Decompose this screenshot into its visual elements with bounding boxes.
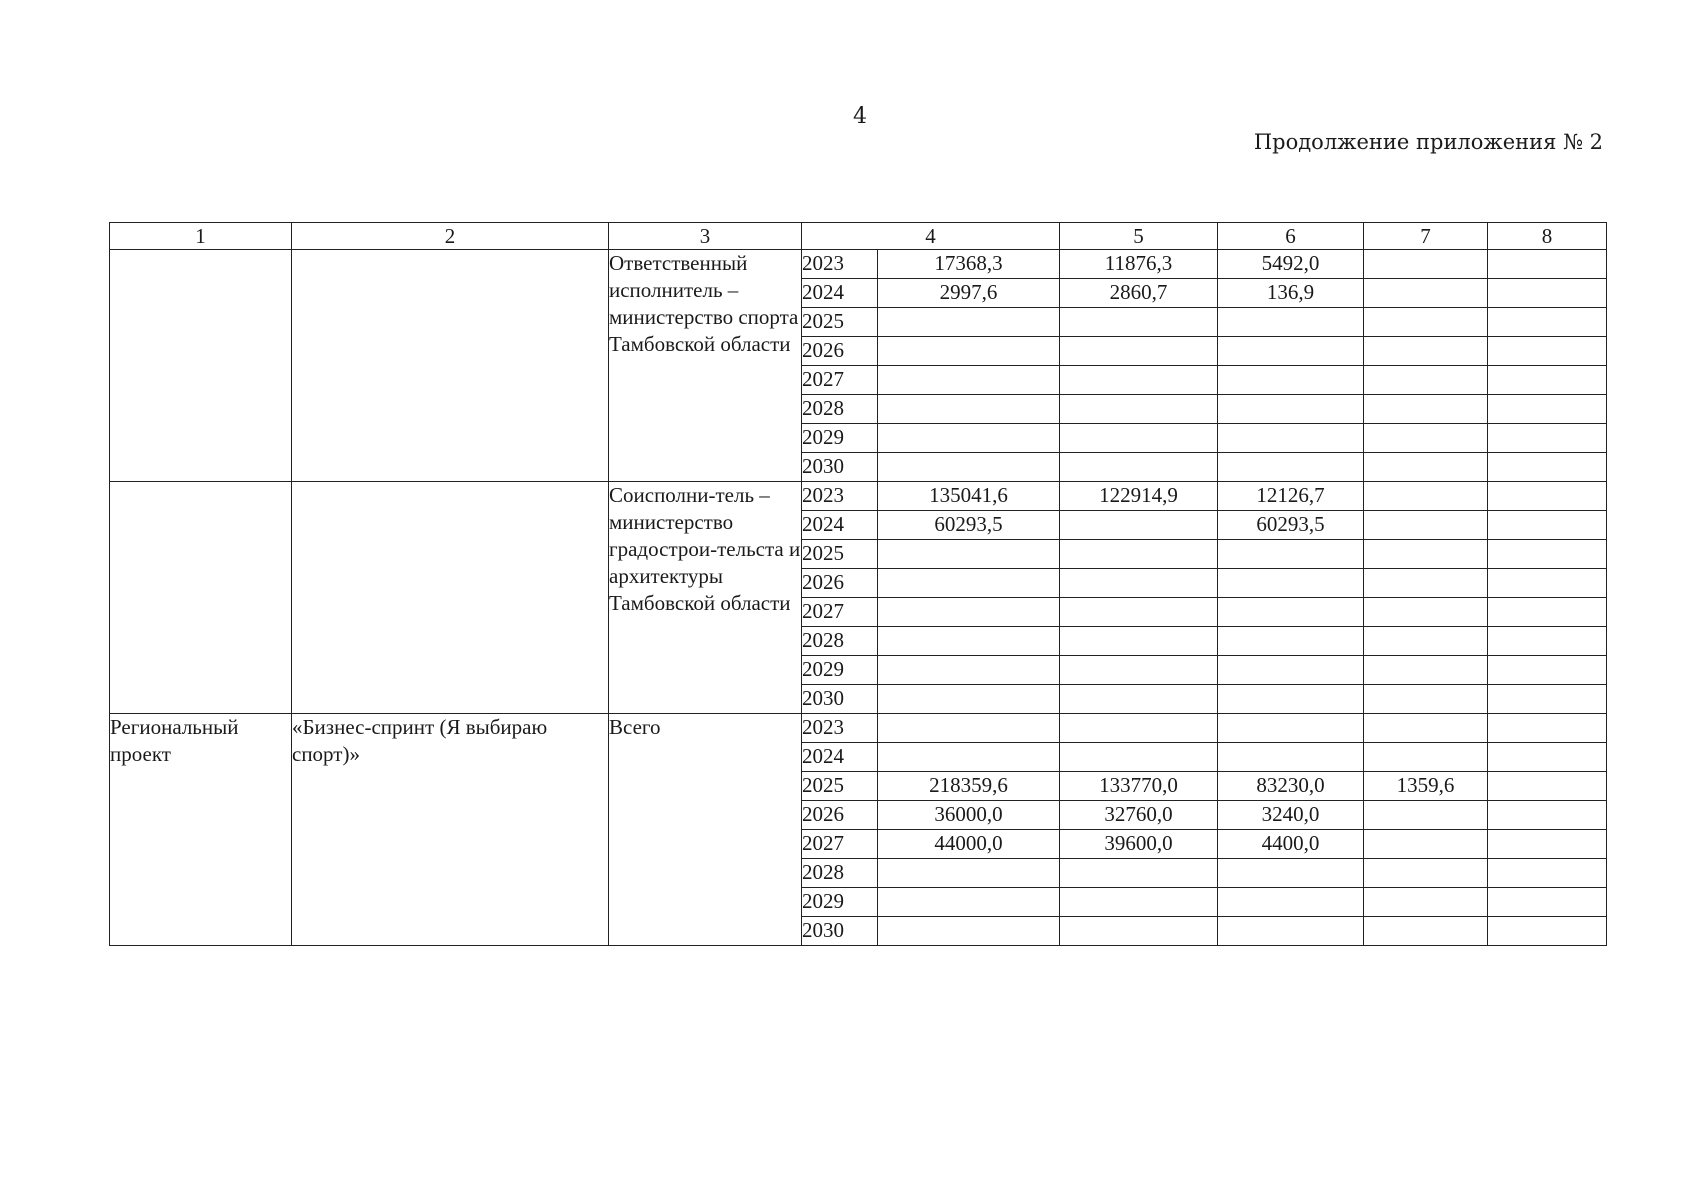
value-cell-c5 [1060,395,1218,424]
value-cell-c4: 218359,6 [878,772,1060,801]
year-cell: 2023 [802,250,878,279]
value-cell-c8 [1488,830,1607,859]
value-cell-c5 [1060,569,1218,598]
table-row [110,714,1607,743]
value-cell-c6: 5492,0 [1218,250,1364,279]
value-cell-c7 [1364,830,1488,859]
column-header: 1 [110,223,292,250]
value-cell-c6 [1218,714,1364,743]
value-cell-c4 [878,917,1060,946]
row-col1-label [110,250,292,482]
value-cell-c7 [1364,366,1488,395]
year-cell: 2024 [802,743,878,772]
value-cell-c6 [1218,540,1364,569]
year-cell: 2024 [802,511,878,540]
value-cell-c8 [1488,685,1607,714]
value-cell-c5: 133770,0 [1060,772,1218,801]
budget-table [109,222,1607,946]
header-row [110,223,1607,250]
value-cell-c5 [1060,627,1218,656]
value-cell-c8 [1488,714,1607,743]
table-row [110,482,1607,511]
year-cell: 2025 [802,772,878,801]
value-cell-c5 [1060,888,1218,917]
value-cell-c4: 135041,6 [878,482,1060,511]
value-cell-c4 [878,337,1060,366]
appendix-note: Продолжение приложения № 2 [1253,130,1603,154]
value-cell-c4 [878,627,1060,656]
value-cell-c4 [878,366,1060,395]
value-cell-c4: 17368,3 [878,250,1060,279]
value-cell-c7 [1364,685,1488,714]
value-cell-c4 [878,714,1060,743]
value-cell-c8 [1488,453,1607,482]
value-cell-c4: 36000,0 [878,801,1060,830]
column-header: 8 [1488,223,1607,250]
value-cell-c8 [1488,395,1607,424]
value-cell-c6: 136,9 [1218,279,1364,308]
value-cell-c7 [1364,308,1488,337]
value-cell-c4 [878,308,1060,337]
value-cell-c6 [1218,453,1364,482]
value-cell-c5 [1060,366,1218,395]
value-cell-c7 [1364,801,1488,830]
value-cell-c6: 3240,0 [1218,801,1364,830]
value-cell-c7 [1364,917,1488,946]
value-cell-c5: 2860,7 [1060,279,1218,308]
value-cell-c8 [1488,598,1607,627]
value-cell-c5 [1060,685,1218,714]
value-cell-c5 [1060,859,1218,888]
value-cell-c8 [1488,743,1607,772]
value-cell-c6 [1218,888,1364,917]
value-cell-c5: 39600,0 [1060,830,1218,859]
year-cell: 2026 [802,801,878,830]
value-cell-c5 [1060,714,1218,743]
value-cell-c8 [1488,772,1607,801]
value-cell-c4 [878,656,1060,685]
year-cell: 2028 [802,395,878,424]
value-cell-c6 [1218,627,1364,656]
row-col3-label: Ответственный исполнитель – министерство спорта Тамбовской области [609,250,802,482]
year-cell: 2029 [802,656,878,685]
value-cell-c5: 11876,3 [1060,250,1218,279]
value-cell-c6: 60293,5 [1218,511,1364,540]
value-cell-c7 [1364,743,1488,772]
value-cell-c5 [1060,917,1218,946]
value-cell-c6 [1218,743,1364,772]
value-cell-c5 [1060,743,1218,772]
column-header: 2 [292,223,609,250]
table-row [110,250,1607,279]
value-cell-c5 [1060,453,1218,482]
value-cell-c7 [1364,569,1488,598]
value-cell-c5 [1060,656,1218,685]
column-header: 7 [1364,223,1488,250]
value-cell-c8 [1488,250,1607,279]
value-cell-c6: 12126,7 [1218,482,1364,511]
value-cell-c8 [1488,366,1607,395]
value-cell-c7 [1364,424,1488,453]
value-cell-c8 [1488,859,1607,888]
value-cell-c6 [1218,656,1364,685]
value-cell-c4 [878,424,1060,453]
value-cell-c8 [1488,917,1607,946]
value-cell-c7 [1364,888,1488,917]
value-cell-c8 [1488,308,1607,337]
row-col2-label: «Бизнес-спринт (Я выбираю спорт)» [292,714,609,946]
year-cell: 2026 [802,569,878,598]
year-cell: 2023 [802,482,878,511]
value-cell-c6 [1218,337,1364,366]
value-cell-c7: 1359,6 [1364,772,1488,801]
column-header: 4 [802,223,1060,250]
value-cell-c4 [878,598,1060,627]
year-cell: 2030 [802,453,878,482]
value-cell-c6 [1218,598,1364,627]
value-cell-c7 [1364,859,1488,888]
value-cell-c7 [1364,453,1488,482]
value-cell-c8 [1488,540,1607,569]
value-cell-c7 [1364,598,1488,627]
value-cell-c5 [1060,511,1218,540]
year-cell: 2027 [802,366,878,395]
value-cell-c6 [1218,569,1364,598]
value-cell-c8 [1488,569,1607,598]
year-cell: 2029 [802,888,878,917]
value-cell-c6: 4400,0 [1218,830,1364,859]
value-cell-c7 [1364,250,1488,279]
value-cell-c6 [1218,308,1364,337]
value-cell-c5 [1060,424,1218,453]
value-cell-c7 [1364,395,1488,424]
value-cell-c5 [1060,598,1218,627]
year-cell: 2028 [802,627,878,656]
year-cell: 2023 [802,714,878,743]
value-cell-c8 [1488,482,1607,511]
value-cell-c8 [1488,337,1607,366]
value-cell-c5 [1060,337,1218,366]
row-col3-label: Всего [609,714,802,946]
page-number: 4 [853,104,867,129]
value-cell-c6: 83230,0 [1218,772,1364,801]
value-cell-c5 [1060,540,1218,569]
year-cell: 2025 [802,540,878,569]
value-cell-c6 [1218,917,1364,946]
value-cell-c7 [1364,656,1488,685]
value-cell-c6 [1218,685,1364,714]
value-cell-c8 [1488,801,1607,830]
value-cell-c8 [1488,888,1607,917]
year-cell: 2026 [802,337,878,366]
value-cell-c6 [1218,366,1364,395]
value-cell-c7 [1364,337,1488,366]
value-cell-c4 [878,395,1060,424]
year-cell: 2030 [802,917,878,946]
value-cell-c8 [1488,656,1607,685]
year-cell: 2027 [802,598,878,627]
row-col3-label: Соисполни-тель – министерство градострои-тельста и архитектуры Тамбовской области [609,482,802,714]
value-cell-c7 [1364,482,1488,511]
column-header: 5 [1060,223,1218,250]
row-col1-label: Региональный проект [110,714,292,946]
value-cell-c4 [878,569,1060,598]
value-cell-c6 [1218,395,1364,424]
year-cell: 2024 [802,279,878,308]
column-header: 6 [1218,223,1364,250]
value-cell-c4: 44000,0 [878,830,1060,859]
column-header: 3 [609,223,802,250]
year-cell: 2029 [802,424,878,453]
value-cell-c6 [1218,859,1364,888]
value-cell-c4: 60293,5 [878,511,1060,540]
value-cell-c7 [1364,714,1488,743]
value-cell-c6 [1218,424,1364,453]
value-cell-c4 [878,540,1060,569]
value-cell-c5: 122914,9 [1060,482,1218,511]
year-cell: 2028 [802,859,878,888]
row-col2-label [292,482,609,714]
value-cell-c7 [1364,627,1488,656]
value-cell-c8 [1488,424,1607,453]
row-col1-label [110,482,292,714]
value-cell-c4 [878,859,1060,888]
value-cell-c7 [1364,279,1488,308]
value-cell-c4 [878,888,1060,917]
value-cell-c5: 32760,0 [1060,801,1218,830]
value-cell-c4 [878,453,1060,482]
value-cell-c7 [1364,540,1488,569]
value-cell-c8 [1488,279,1607,308]
year-cell: 2027 [802,830,878,859]
value-cell-c8 [1488,511,1607,540]
year-cell: 2025 [802,308,878,337]
value-cell-c7 [1364,511,1488,540]
value-cell-c4 [878,743,1060,772]
row-col2-label [292,250,609,482]
value-cell-c4 [878,685,1060,714]
value-cell-c4: 2997,6 [878,279,1060,308]
value-cell-c8 [1488,627,1607,656]
value-cell-c5 [1060,308,1218,337]
year-cell: 2030 [802,685,878,714]
